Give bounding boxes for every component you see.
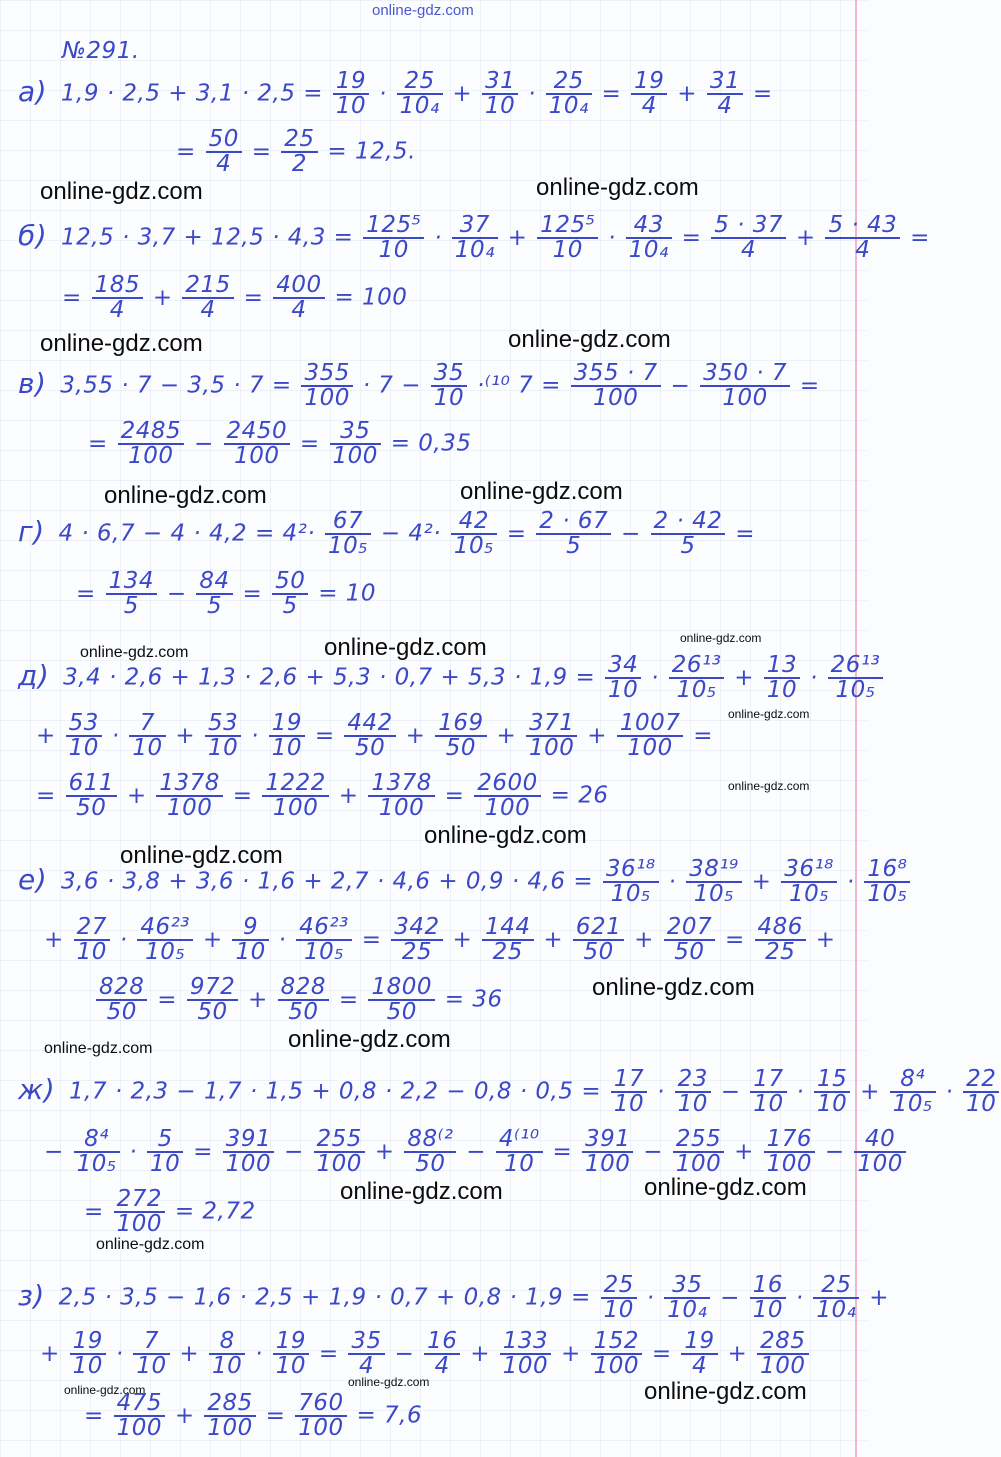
part-b-line-2: = $\frac{185}{4}$ + $\frac{215}{4}$ = $\frac{400}{4}$ = 100 <box>62 272 408 323</box>
watermark: online-gdz.com <box>96 1236 205 1253</box>
fraction: $\frac{\text{26¹³}}{\text{10₅}}$ <box>669 654 725 702</box>
part-zh-line-2: − $\frac{\text{8⁴}}{\text{10₅}}$ · $\frac{5}{10}$ = $\frac{391}{100}$ − $\frac{255}{100}$ + $\frac{\text{88⁽²}}{50}$ − $\frac{\text{4⁽¹⁰}}{10}$ = $\frac{391}{100}$ − $\frac{255}{100}$ + $\frac{176}{100}$ − $\frac{40}{100}$ <box>44 1128 908 1176</box>
watermark: online-gdz.com <box>104 482 267 509</box>
fraction: $\frac{391}{100}$ <box>223 1128 274 1176</box>
watermark: online-gdz.com <box>348 1375 430 1389</box>
fraction: $\frac{272}{100}$ <box>114 1188 165 1236</box>
fraction: $\frac{35}{10}$ <box>431 362 467 410</box>
fraction: $\frac{\text{36¹⁸}}{\text{10₅}}$ <box>603 858 659 906</box>
fraction: $\frac{486}{25}$ <box>755 916 806 964</box>
part-e-line-2: + $\frac{27}{10}$ · $\frac{\text{46²³}}{\text{10₅}}$ + $\frac{9}{10}$ · $\frac{\text{46²³}}{\text{10₅}}$ = $\frac{342}{25}$ + $\frac{144}{25}$ + $\frac{621}{50}$ + $\frac{207}{50}$ = $\frac{486}{25}$ + <box>44 914 836 965</box>
fraction: $\frac{\text{125⁵}}{10}$ <box>363 214 424 262</box>
part-z-line-2: + $\frac{19}{10}$ · $\frac{7}{10}$ + $\frac{8}{10}$ · $\frac{19}{10}$ = $\frac{35}{4}$ − $\frac{16}{4}$ + $\frac{133}{100}$ + $\frac{152}{100}$ = $\frac{19}{4}$ + $\frac{285}{100}$ <box>40 1330 811 1378</box>
fraction: $\frac{\text{16⁸}}{\text{10₅}}$ <box>864 858 910 906</box>
fraction: $\frac{27}{10}$ <box>74 916 110 964</box>
fraction: $\frac{1800}{50}$ <box>368 976 435 1024</box>
part-z-line-3: = $\frac{475}{100}$ + $\frac{285}{100}$ = $\frac{760}{100}$ = 7,6 <box>84 1390 423 1441</box>
fraction: $\frac{\text{88⁽²}}{50}$ <box>404 1128 456 1176</box>
watermark: online-gdz.com <box>680 631 762 645</box>
part-e-line-1: е) 3,6 · 3,8 + 3,6 · 1,6 + 2,7 · 4,6 + 0,9 · 4,6 = $\frac{\text{36¹⁸}}{\text{10₅}}$ · $\frac{\text{38¹⁹}}{\text{10₅}}$ + $\frac{\text{36¹⁸}}{\text{10₅}}$ · $\frac{\text{16⁸}}{\text{10₅}}$ <box>18 858 912 906</box>
fraction: $\frac{16}{4}$ <box>424 1330 460 1378</box>
fraction: $\frac{\text{8⁴}}{\text{10₅}}$ <box>890 1068 936 1116</box>
fraction: $\frac{207}{50}$ <box>664 916 715 964</box>
fraction: $\frac{19}{10}$ <box>333 70 369 118</box>
part-label: е) <box>18 862 48 896</box>
part-z-line-1: з) 2,5 · 3,5 − 1,6 · 2,5 + 1,9 · 0,7 + 0,8 · 1,9 = $\frac{25}{10}$ · $\frac{35}{\text{10₄}}$ − $\frac{16}{10}$ · $\frac{25}{\text{10₄}}$ + <box>18 1272 889 1323</box>
fraction: $\frac{37}{\text{10₄}}$ <box>452 214 498 262</box>
watermark: online-gdz.com <box>536 174 699 201</box>
part-e-line-3: $\frac{828}{50}$ = $\frac{972}{50}$ + $\frac{828}{50}$ = $\frac{1800}{50}$ = 36 <box>94 976 503 1024</box>
part-label: д) <box>18 658 50 692</box>
fraction: $\frac{760}{100}$ <box>295 1392 346 1440</box>
watermark: online-gdz.com <box>40 178 203 205</box>
watermark: online-gdz.com <box>644 1378 807 1405</box>
fraction: $\frac{621}{50}$ <box>573 916 624 964</box>
fraction: $\frac{15}{10}$ <box>814 1068 850 1116</box>
fraction: $\frac{25}{\text{10₄}}$ <box>546 70 592 118</box>
fraction: $\frac{\text{46²³}}{\text{10₅}}$ <box>296 916 352 964</box>
watermark: online-gdz.com <box>424 822 587 849</box>
fraction: $\frac{342}{25}$ <box>391 916 442 964</box>
fraction: $\frac{13}{10}$ <box>764 654 800 702</box>
fraction: $\frac{\text{26¹³}}{\text{10₅}}$ <box>828 654 884 702</box>
part-label: з) <box>18 1278 45 1312</box>
fraction: $\frac{169}{50}$ <box>435 712 486 760</box>
watermark: online-gdz.com <box>40 330 203 357</box>
fraction: $\frac{475}{100}$ <box>114 1392 165 1440</box>
fraction: $\frac{400}{4}$ <box>273 274 324 322</box>
fraction: $\frac{2600}{100}$ <box>474 772 541 820</box>
fraction: $\frac{5}{10}$ <box>147 1128 183 1176</box>
watermark: online-gdz.com <box>644 1174 807 1201</box>
fraction: $\frac{1222}{100}$ <box>262 772 329 820</box>
watermark: online-gdz.com <box>44 1040 153 1057</box>
watermark: online-gdz.com <box>340 1178 503 1205</box>
fraction: $\frac{22}{10}$ <box>963 1068 999 1116</box>
fraction: $\frac{31}{4}$ <box>707 70 743 118</box>
fraction: $\frac{50}{4}$ <box>206 128 242 176</box>
watermark: online-gdz.com <box>728 707 810 721</box>
fraction: $\frac{35}{\text{10₄}}$ <box>664 1274 710 1322</box>
part-label: б) <box>18 218 48 252</box>
part-d-line-1: д) 3,4 · 2,6 + 1,3 · 2,6 + 5,3 · 0,7 + 5,3 · 1,9 = $\frac{34}{10}$ · $\frac{\text{26¹³}}{\text{10₅}}$ + $\frac{13}{10}$ · $\frac{\text{26¹³}}{\text{10₅}}$ <box>18 654 885 702</box>
part-b-line-1: б) 12,5 · 3,7 + 12,5 · 4,3 = $\frac{\text{125⁵}}{10}$ · $\frac{37}{\text{10₄}}$ + $\frac{\text{125⁵}}{10}$ · $\frac{43}{\text{10₄}}$ = $\frac{5 \cdot 37}{4}$ + $\frac{5 \cdot 43}{4}$ = <box>18 212 930 263</box>
fraction: $\frac{19}{4}$ <box>681 1330 717 1378</box>
expression: 1,7 · 2,3 − 1,7 · 1,5 + 0,8 · 2,2 − 0,8 · 0,5 = <box>68 1078 602 1105</box>
fraction: $\frac{53}{10}$ <box>66 712 102 760</box>
fraction: $\frac{19}{10}$ <box>269 712 305 760</box>
fraction: $\frac{215}{4}$ <box>182 274 233 322</box>
fraction: $\frac{285}{100}$ <box>204 1392 255 1440</box>
watermark: online-gdz.com <box>80 644 189 661</box>
fraction: $\frac{8}{10}$ <box>209 1330 245 1378</box>
fraction: $\frac{25}{2}$ <box>281 128 317 176</box>
fraction: $\frac{371}{100}$ <box>526 712 577 760</box>
fraction: $\frac{176}{100}$ <box>764 1128 815 1176</box>
fraction: $\frac{\text{8⁴}}{\text{10₅}}$ <box>74 1128 120 1176</box>
part-zh-line-3: = $\frac{272}{100}$ = 2,72 <box>84 1186 256 1237</box>
fraction: $\frac{185}{4}$ <box>92 274 143 322</box>
part-v-line-1: в) 3,55 · 7 − 3,5 · 7 = $\frac{355}{100}$ · 7 − $\frac{35}{10}$ ·⁽¹⁰ 7 = $\frac{355 \cdot 7}{100}$ − $\frac{350 \cdot 7}{100}$ = <box>18 360 820 411</box>
fraction: $\frac{144}{25}$ <box>482 916 533 964</box>
fraction: $\frac{19}{10}$ <box>70 1330 106 1378</box>
watermark: online-gdz.com <box>324 634 487 661</box>
fraction: $\frac{23}{10}$ <box>675 1068 711 1116</box>
fraction: $\frac{40}{100}$ <box>854 1128 905 1176</box>
fraction: $\frac{134}{5}$ <box>106 570 157 618</box>
fraction: $\frac{19}{4}$ <box>631 70 667 118</box>
fraction: $\frac{2 \cdot 42}{5}$ <box>651 510 726 558</box>
fraction: $\frac{133}{100}$ <box>500 1330 551 1378</box>
fraction: $\frac{25}{10}$ <box>601 1274 637 1322</box>
fraction: $\frac{50}{5}$ <box>272 570 308 618</box>
fraction: $\frac{1007}{100}$ <box>617 712 684 760</box>
fraction: $\frac{\text{36¹⁸}}{\text{10₅}}$ <box>781 858 837 906</box>
fraction: $\frac{84}{5}$ <box>196 570 232 618</box>
fraction: $\frac{35}{4}$ <box>348 1330 384 1378</box>
fraction: $\frac{67}{\text{10₅}}$ <box>325 510 371 558</box>
fraction: $\frac{17}{10}$ <box>611 1068 647 1116</box>
fraction: $\frac{\text{46²³}}{\text{10₅}}$ <box>137 916 193 964</box>
fraction: $\frac{285}{100}$ <box>757 1330 808 1378</box>
fraction: $\frac{\text{4⁽¹⁰}}{10}$ <box>496 1128 543 1176</box>
fraction: $\frac{611}{50}$ <box>66 772 117 820</box>
fraction: $\frac{2450}{100}$ <box>224 420 291 468</box>
part-label: г) <box>18 514 45 548</box>
fraction: $\frac{442}{50}$ <box>344 712 395 760</box>
fraction: $\frac{\text{38¹⁹}}{\text{10₅}}$ <box>686 858 742 906</box>
part-label: в) <box>18 366 47 400</box>
expression: 3,4 · 2,6 + 1,3 · 2,6 + 5,3 · 0,7 + 5,3 · 1,9 = <box>63 664 596 691</box>
fraction: $\frac{25}{\text{10₄}}$ <box>397 70 443 118</box>
part-a-line-1: а) 1,9 · 2,5 + 3,1 · 2,5 = $\frac{19}{10}$ · $\frac{25}{\text{10₄}}$ + $\frac{31}{10}$ · $\frac{25}{\text{10₄}}$ = $\frac{19}{4}$ + $\frac{31}{4}$ = <box>18 68 773 119</box>
problem-number: №291. <box>62 38 140 64</box>
fraction: $\frac{255}{100}$ <box>673 1128 724 1176</box>
fraction: $\frac{53}{10}$ <box>205 712 241 760</box>
fraction: $\frac{42}{\text{10₅}}$ <box>451 510 497 558</box>
part-g-line-1: г) 4 · 6,7 − 4 · 4,2 = 4²· $\frac{67}{\text{10₅}}$ − 4²· $\frac{42}{\text{10₅}}$ = $\frac{2 \cdot 67}{5}$ − $\frac{2 \cdot 42}{5}$ = <box>18 508 755 559</box>
part-d-line-2: + $\frac{53}{10}$ · $\frac{7}{10}$ + $\frac{53}{10}$ · $\frac{19}{10}$ = $\frac{442}{50}$ + $\frac{169}{50}$ + $\frac{371}{100}$ + $\frac{1007}{100}$ = <box>36 710 713 761</box>
expression: 3,6 · 3,8 + 3,6 · 1,6 + 2,7 · 4,6 + 0,9 · 4,6 = <box>60 868 594 895</box>
fraction: $\frac{7}{10}$ <box>133 1330 169 1378</box>
fraction: $\frac{355 \cdot 7}{100}$ <box>571 362 661 410</box>
fraction: $\frac{1378}{100}$ <box>156 772 223 820</box>
watermark: online-gdz.com <box>120 842 283 869</box>
watermark: online-gdz.com <box>372 2 474 19</box>
fraction: $\frac{2 \cdot 67}{5}$ <box>536 510 611 558</box>
fraction: $\frac{350 \cdot 7}{100}$ <box>700 362 790 410</box>
fraction: $\frac{43}{\text{10₄}}$ <box>626 214 672 262</box>
watermark: online-gdz.com <box>288 1026 451 1053</box>
fraction: $\frac{25}{\text{10₄}}$ <box>813 1274 859 1322</box>
part-v-line-2: = $\frac{2485}{100}$ − $\frac{2450}{100}$ = $\frac{35}{100}$ = 0,35 <box>88 418 472 469</box>
fraction: $\frac{391}{100}$ <box>582 1128 633 1176</box>
fraction: $\frac{828}{50}$ <box>96 976 147 1024</box>
fraction: $\frac{17}{10}$ <box>750 1068 786 1116</box>
part-d-line-3: = $\frac{611}{50}$ + $\frac{1378}{100}$ = $\frac{1222}{100}$ + $\frac{1378}{100}$ = $\frac{2600}{100}$ = 26 <box>36 770 609 821</box>
part-zh-line-1: ж) 1,7 · 2,3 − 1,7 · 1,5 + 0,8 · 2,2 − 0,8 · 0,5 = $\frac{17}{10}$ · $\frac{23}{10}$ − $\frac{17}{10}$ · $\frac{15}{10}$ + $\frac{\text{8⁴}}{\text{10₅}}$ · $\frac{22}{10}$ <box>18 1068 1001 1116</box>
fraction: $\frac{7}{10}$ <box>129 712 165 760</box>
watermark: online-gdz.com <box>460 478 623 505</box>
watermark: online-gdz.com <box>592 974 755 1001</box>
watermark: online-gdz.com <box>728 779 810 793</box>
fraction: $\frac{\text{125⁵}}{10}$ <box>537 214 598 262</box>
fraction: $\frac{5 \cdot 37}{4}$ <box>711 214 786 262</box>
part-a-line-2: = $\frac{50}{4}$ = $\frac{25}{2}$ = 12,5. <box>176 126 416 177</box>
watermark: online-gdz.com <box>64 1383 146 1397</box>
expression: 2,5 · 3,5 − 1,6 · 2,5 + 1,9 · 0,7 + 0,8 · 1,9 = <box>58 1284 591 1311</box>
fraction: $\frac{19}{10}$ <box>273 1330 309 1378</box>
expression: 12,5 · 3,7 + 12,5 · 4,3 = <box>61 224 354 251</box>
watermark: online-gdz.com <box>508 326 671 353</box>
fraction: $\frac{9}{10}$ <box>232 916 268 964</box>
fraction: $\frac{31}{10}$ <box>482 70 518 118</box>
fraction: $\frac{1378}{100}$ <box>368 772 435 820</box>
fraction: $\frac{5 \cdot 43}{4}$ <box>825 214 900 262</box>
fraction: $\frac{35}{100}$ <box>330 420 381 468</box>
expression: 1,9 · 2,5 + 3,1 · 2,5 = <box>60 80 324 107</box>
fraction: $\frac{152}{100}$ <box>591 1330 642 1378</box>
fraction: $\frac{255}{100}$ <box>314 1128 365 1176</box>
fraction: $\frac{34}{10}$ <box>605 654 641 702</box>
part-g-line-2: = $\frac{134}{5}$ − $\frac{84}{5}$ = $\frac{50}{5}$ = 10 <box>76 568 377 619</box>
fraction: $\frac{828}{50}$ <box>278 976 329 1024</box>
fraction: $\frac{2485}{100}$ <box>118 420 185 468</box>
fraction: $\frac{16}{10}$ <box>750 1274 786 1322</box>
part-label: а) <box>18 74 48 108</box>
fraction: $\frac{355}{100}$ <box>301 362 352 410</box>
part-label: ж) <box>18 1072 56 1106</box>
expression: 3,55 · 7 − 3,5 · 7 = <box>60 372 292 399</box>
expression: 4 · 6,7 − 4 · 4,2 = 4²· <box>58 520 316 547</box>
fraction: $\frac{972}{50}$ <box>187 976 238 1024</box>
